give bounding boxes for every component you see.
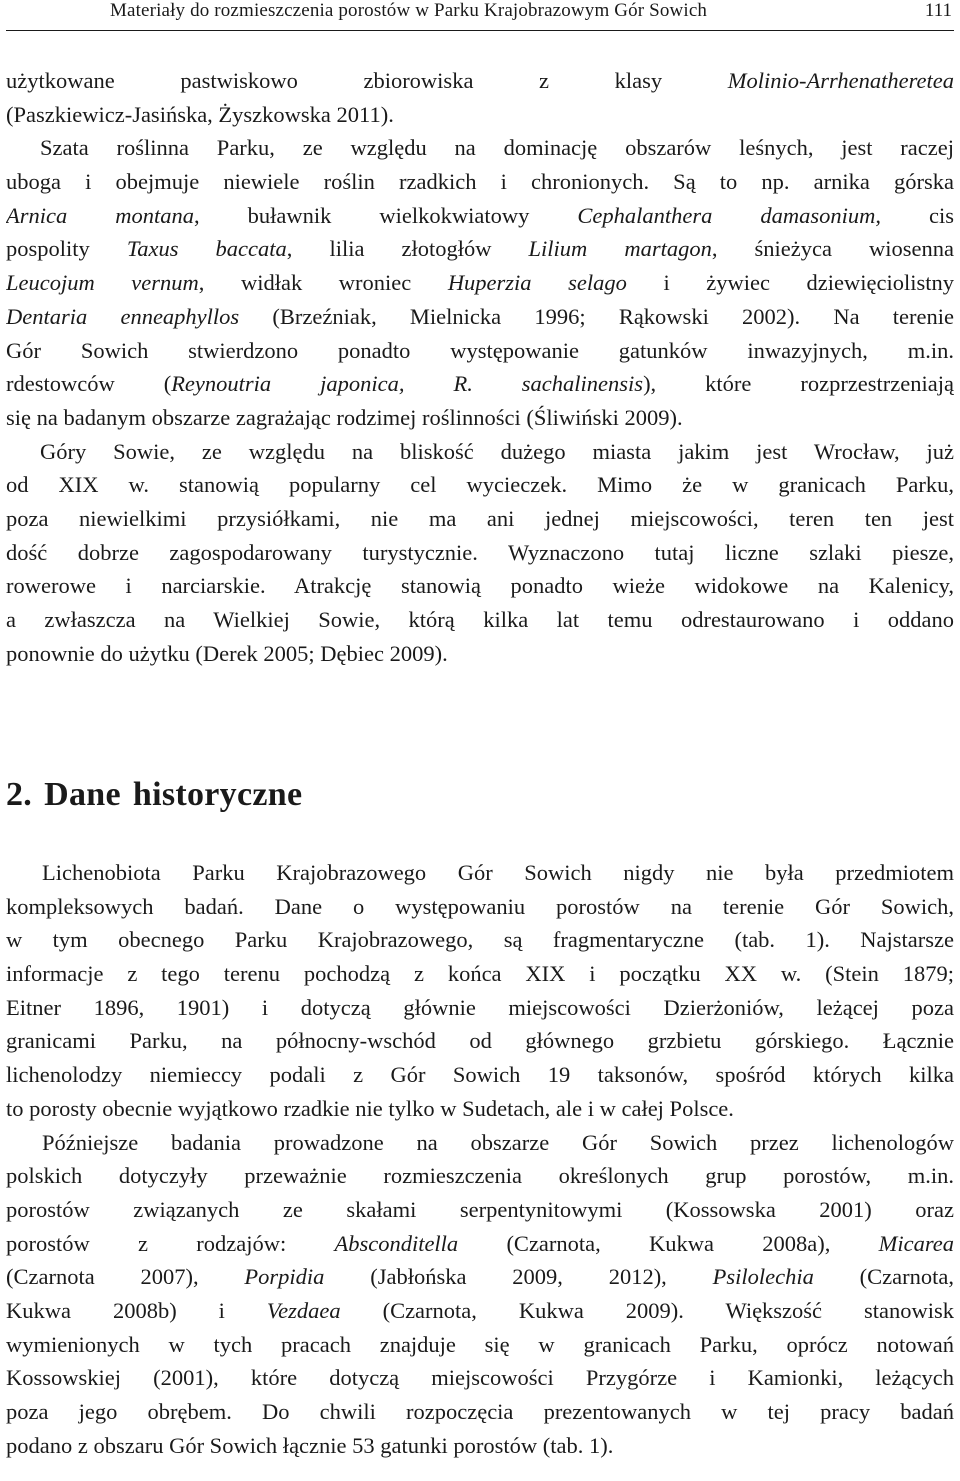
text-run: dość dobrze zagospodarowany turystycznie. Wyznaczono tutaj liczne szlaki piesze, xyxy=(6,539,954,565)
section-title-word-1: Dane xyxy=(44,776,121,813)
historical-data-text xyxy=(6,856,954,1462)
text-run: cis xyxy=(880,202,954,228)
text-run: w tym obecnego Parku Krajobrazowego, są fragmentaryczne (tab. 1). Najstarsze xyxy=(6,927,954,953)
text-line xyxy=(6,98,954,132)
text-run: podano z obszaru Gór Sowich łącznie 53 gatunki porostów (tab. 1). xyxy=(6,1432,614,1458)
text-line xyxy=(6,856,954,890)
text-run: Góry Sowie, ze względu na bliskość dużego miasta jakim jest Wrocław, już xyxy=(40,438,954,464)
text-run: rowerowe i narciarskie. Atrakcję stanowią ponadto wieże widokowe na Kalenicy, xyxy=(6,573,954,599)
text-run: , buławnik wielkokwiatowy xyxy=(194,202,578,228)
text-line xyxy=(6,957,954,991)
text-run: lichenolodzy niemieccy podali z Gór Sowich 19 taksonów, spośród których kilka xyxy=(6,1062,954,1088)
text-line xyxy=(6,991,954,1025)
italic-text: Psilolechia xyxy=(712,1264,814,1290)
text-line xyxy=(6,1092,954,1126)
text-run: (Paszkiewicz-Jasińska, Żyszkowska 2011). xyxy=(6,101,394,127)
text-run: (Czarnota, xyxy=(813,1264,954,1290)
text-run: , widłak wroniec xyxy=(198,270,448,296)
text-line xyxy=(6,502,954,536)
italic-text: Huperzia selago xyxy=(447,270,627,296)
text-line xyxy=(6,569,954,603)
text-run: porostów związanych ze skałami serpentynitowymi (Kossowska 2001) oraz xyxy=(6,1196,954,1222)
text-line xyxy=(6,1294,954,1328)
text-line xyxy=(6,1429,954,1463)
text-run: wymienionych w tych pracach znajduje się w granicach Parku, oprócz notowań xyxy=(6,1331,954,1357)
text-run: polskich dotyczyły przeważnie rozmieszczenia określonych grup porostów, m.in. xyxy=(6,1163,954,1189)
italic-text: Dentaria enneaphyllos xyxy=(6,303,240,329)
text-run: poza niewielkimi przysiółkami, nie ma ani jednej miejscowości, teren ten jest xyxy=(6,505,954,531)
text-line xyxy=(6,199,954,233)
text-line xyxy=(6,536,954,570)
text-run: a zwłaszcza na Wielkiej Sowie, którą kilka lat temu odrestaurowano i oddano xyxy=(6,607,954,632)
text-line xyxy=(6,1024,954,1058)
italic-text: Micarea xyxy=(878,1230,954,1256)
text-run: (Czarnota 2007), xyxy=(6,1264,245,1290)
text-line xyxy=(6,300,954,334)
intro-text xyxy=(6,64,954,670)
text-line xyxy=(6,890,954,924)
italic-text: Leucojum vernum xyxy=(6,270,199,296)
text-run: , lilia złotogłów xyxy=(286,236,529,262)
running-title: Materiały do rozmieszczenia porostów w Parku Krajobrazowym Gór Sowich xyxy=(110,0,708,21)
text-run: Późniejsze badania prowadzone na obszarze Gór Sowich przez lichenologów xyxy=(42,1129,954,1155)
text-run: użytkowane pastwiskowo zbiorowiska z klasy xyxy=(6,68,728,93)
text-run: Eitner 1896, 1901) i dotyczą głównie miejscowości Dzierżoniów, leżącej poza xyxy=(6,994,954,1020)
running-header xyxy=(0,0,960,26)
italic-text: Cephalanthera damasonium, xyxy=(577,202,881,228)
italic-text: Vezdaea xyxy=(266,1297,341,1323)
text-run: (Brzeźniak, Mielnicka 1996; Rąkowski 2002). Na terenie xyxy=(239,303,954,329)
text-run: Kukwa 2008b) i xyxy=(6,1297,267,1323)
text-run: ), które rozprzestrzeniają xyxy=(643,371,954,397)
italic-text: Porpidia xyxy=(244,1264,325,1290)
text-run: granicami Parku, na północny-wschód od głównego grzbietu górskiego. Łącznie xyxy=(6,1028,954,1054)
text-run: pospolity xyxy=(6,236,127,262)
text-line xyxy=(6,603,954,637)
italic-text: Molinio-Arrhenatheretea xyxy=(727,68,954,93)
italic-text: Taxus baccata xyxy=(126,236,287,262)
text-run: poza jego obrębem. Do chwili rozpoczęcia prezentowanych w tej pracy badań xyxy=(6,1399,954,1424)
section-number: 2. xyxy=(6,776,33,813)
text-run: informacje z tego terenu pochodzą z końca XIX i początku XX w. (Stein 1879; xyxy=(6,961,954,987)
text-line xyxy=(6,266,954,300)
text-run: uboga i obejmuje niewiele roślin rzadkich i chronionych. Są to np. arnika górska xyxy=(6,169,954,195)
text-line xyxy=(6,1193,954,1227)
text-run: to porosty obecnie wyjątkowo rzadkie nie tylko w Sudetach, ale i w całej Polsce. xyxy=(6,1095,734,1121)
italic-text: Arnica montana xyxy=(6,202,194,228)
text-line xyxy=(6,923,954,957)
text-line xyxy=(6,637,954,671)
text-run: Lichenobiota Parku Krajobrazowego Gór Sowich nigdy nie była przedmiotem xyxy=(42,860,954,885)
text-line xyxy=(6,64,954,98)
text-run: Kossowskiej (2001), które dotyczą miejscowości Przygórze i Kamionki, leżących xyxy=(6,1365,954,1391)
italic-text: Reynoutria japonica, R. sachalinensis xyxy=(171,371,644,397)
text-run: Gór Sowich stwierdzono ponadto występowanie gatunków inwazyjnych, m.in. xyxy=(6,337,954,363)
text-line xyxy=(6,1361,954,1395)
text-line xyxy=(6,367,954,401)
text-run: od XIX w. stanowią popularny cel wycieczek. Mimo że w granicach Parku, xyxy=(6,472,954,498)
text-line xyxy=(6,131,954,165)
text-line xyxy=(6,1126,954,1160)
text-run: porostów z rodzajów: xyxy=(6,1230,335,1256)
text-line xyxy=(6,1395,954,1429)
text-run: (Czarnota, Kukwa 2009). Większość stanowisk xyxy=(340,1297,954,1323)
text-line xyxy=(6,435,954,469)
italic-text: Absconditella xyxy=(334,1230,459,1256)
text-run: Szata roślinna Parku, ze względu na dominację obszarów leśnych, jest raczej xyxy=(40,135,954,161)
header-rule xyxy=(6,30,954,31)
text-run: (Czarnota, Kukwa 2008a), xyxy=(458,1230,879,1256)
section-heading xyxy=(6,776,302,814)
text-line xyxy=(6,1159,954,1193)
section-title-word-2: historyczne xyxy=(132,776,303,813)
text-run: się na badanym obszarze zagrażając rodzimej roślinności (Śliwiński 2009). xyxy=(6,404,683,430)
text-run: ponownie do użytku (Derek 2005; Dębiec 2009). xyxy=(6,640,448,666)
text-line xyxy=(6,334,954,368)
text-line xyxy=(6,165,954,199)
text-run: i żywiec dziewięciolistny xyxy=(626,270,954,296)
text-run: (Jabłońska 2009, 2012), xyxy=(324,1264,713,1290)
text-run: , śnieżyca wiosenna xyxy=(711,236,954,262)
text-line xyxy=(6,401,954,435)
text-run: kompleksowych badań. Dane o występowaniu porostów na terenie Gór Sowich, xyxy=(6,893,954,919)
page-number: 111 xyxy=(924,0,952,21)
text-line xyxy=(6,232,954,266)
text-line xyxy=(6,1260,954,1294)
text-line xyxy=(6,1058,954,1092)
text-line xyxy=(6,1328,954,1362)
text-run: rdestowców ( xyxy=(6,371,172,397)
text-line xyxy=(6,468,954,502)
text-line xyxy=(6,1227,954,1261)
italic-text: Lilium martagon xyxy=(528,236,712,262)
